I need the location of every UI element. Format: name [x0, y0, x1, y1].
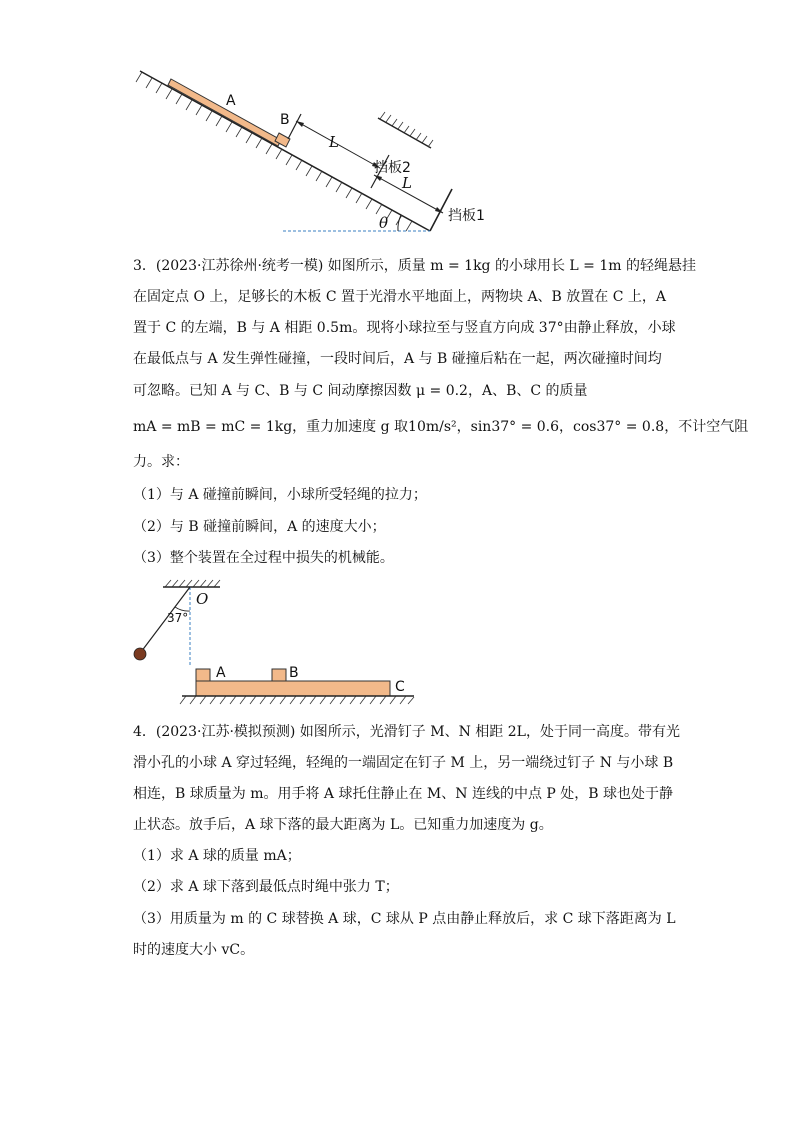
- q4-line3: 相连，B 球质量为 m。用手将 A 球托住静止在 M、N 连线的中点 P 处，B 球也处于静: [133, 786, 674, 802]
- label-board2: 挡板2: [374, 160, 411, 176]
- q3-line7: 力。求：: [133, 454, 189, 470]
- label-a2: A: [216, 665, 226, 681]
- q3-sub3: （3）整个装置在全过程中损失的机械能。: [133, 550, 394, 566]
- q3-line5: 可忽略。已知 A 与 C、B 与 C 间动摩擦因数 μ = 0.2，A、B、C 的质量: [133, 383, 588, 399]
- label-board1: 挡板1: [448, 208, 485, 224]
- plank-c: [196, 681, 390, 696]
- q3-line1: 3．(2023·江苏徐州·统考一模) 如图所示，质量 m = 1kg 的小球用长 L = 1m 的轻绳悬挂: [133, 258, 696, 274]
- q3-line3: 置于 C 的左端，B 与 A 相距 0.5m。现将小球拉至与竖直方向成 37°由静止释放，小球: [133, 320, 676, 336]
- q3-line2: 在固定点 O 上，足够长的木板 C 置于光滑水平地面上，两物块 A、B 放置在 C 上，A: [133, 289, 667, 305]
- block-a: [196, 669, 210, 681]
- label-b: B: [280, 112, 290, 128]
- label-37: 37°: [167, 611, 189, 625]
- q4-line2: 滑小孔的小球 A 穿过轻绳，轻绳的一端固定在钉子 M 上，另一端绕过钉子 N 与小球 B: [133, 755, 674, 771]
- q3-line6: mA = mB = mC = 1kg，重力加速度 g 取10m/s²，sin37° = 0.6，cos37° = 0.8，不计空气阻: [133, 419, 749, 435]
- label-b2: B: [289, 665, 299, 681]
- pendulum-ball: [134, 648, 146, 660]
- q4-sub1: （1）求 A 球的质量 mA；: [133, 848, 301, 864]
- q3-line4: 在最低点与 A 发生弹性碰撞，一段时间后，A 与 B 碰撞后粘在一起，两次碰撞时间均: [133, 351, 662, 367]
- ceiling-hatching: [165, 580, 220, 587]
- label-c: C: [395, 679, 405, 695]
- label-a: A: [226, 93, 236, 109]
- label-o: O: [196, 590, 209, 608]
- q4-line1: 4．(2023·江苏·模拟预测) 如图所示，光滑钉子 M、N 相距 2L，处于同一高度。带有光: [133, 724, 680, 740]
- q4-sub2: （2）求 A 球下落到最低点时绳中张力 T；: [133, 879, 399, 895]
- q3-sub1: （1）与 A 碰撞前瞬间，小球所受轻绳的拉力；: [133, 487, 427, 503]
- label-l2: L: [402, 174, 412, 192]
- block-b2: [272, 669, 286, 681]
- label-theta: θ: [379, 214, 389, 232]
- q4-sub3a: （3）用质量为 m 的 C 球替换 A 球，C 球从 P 点由静止释放后，求 C 球下落距离为 L: [133, 911, 676, 927]
- q4-line4: 止状态。放手后，A 球下落的最大距离为 L。已知重力加速度为 g。: [133, 817, 553, 833]
- q4-sub3b: 时的速度大小 vC。: [133, 942, 255, 958]
- ground-hatching: [180, 696, 414, 704]
- label-l1: L: [329, 133, 339, 151]
- q3-sub2: （2）与 B 碰撞前瞬间，A 的速度大小；: [133, 519, 386, 535]
